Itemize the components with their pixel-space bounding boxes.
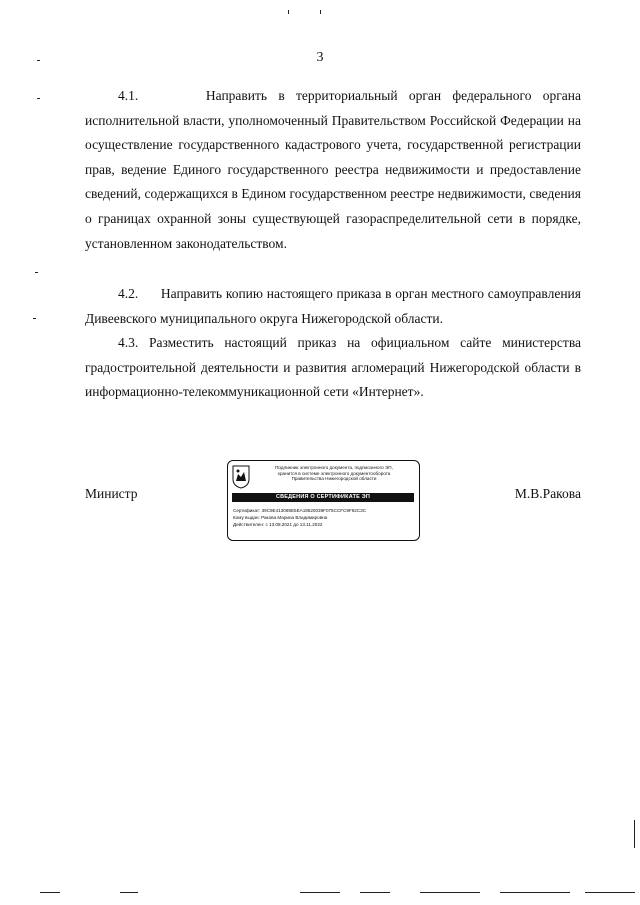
scan-edge xyxy=(585,892,635,893)
signatory-position: Министр xyxy=(85,486,138,501)
stamp-header-line: хранится в системе электронного документооборота xyxy=(277,470,391,476)
signatory-name: М.В.Ракова xyxy=(514,486,581,501)
scan-edge xyxy=(300,892,340,893)
paragraph-text: Направить копию настоящего приказа в орган местного самоуправления Дивеевского муниципального округа Нижегородской области. xyxy=(85,286,581,326)
scan-mark xyxy=(33,318,36,319)
scan-mark xyxy=(35,272,38,273)
scan-mark xyxy=(288,10,289,14)
stamp-header xyxy=(254,465,414,482)
paragraph-number: 4.1. xyxy=(118,88,139,103)
certificate-value: 39C9E413089E5EA18520039F075CCFC9F92C3C xyxy=(261,508,367,513)
paragraph-text: Разместить настоящий приказ на официальном сайте министерства градостроительной деятельности и развития агломераций Нижегородской области в информационно-телекоммуникационной сети «Интернет». xyxy=(85,335,582,400)
paragraph-4-1 xyxy=(85,84,581,256)
scan-mark xyxy=(634,820,635,848)
certificate-line xyxy=(233,507,415,514)
issued-to-value: Ракова Марина Владимировна xyxy=(261,515,328,520)
scan-mark xyxy=(37,98,40,99)
validity-value: с 13.08.2021 до 13.11.2022 xyxy=(265,522,323,527)
scan-mark xyxy=(37,60,40,61)
validity-line xyxy=(233,521,415,528)
scan-edge xyxy=(500,892,570,893)
electronic-signature-stamp xyxy=(227,460,420,541)
scan-mark xyxy=(320,10,321,14)
paragraph-number: 4.3. xyxy=(118,335,139,350)
certificate-label: Сертификат: xyxy=(233,508,261,513)
paragraph-4-3 xyxy=(85,331,581,405)
scan-edge xyxy=(120,892,138,893)
stamp-header-line: Правительства Нижегородской области xyxy=(291,476,377,482)
validity-label: Действителен: xyxy=(233,522,265,527)
paragraph-text: Направить в территориальный орган федерального органа исполнительной власти, уполномоченный Правительством Российской Федерации на осуществление государственного кадастрового учета, государственной регистрации прав, ведение Единого государственного реестра недвижимости и предоставление сведений, содержащихся в Едином государственном реестре недвижимости, сведения о границах охранной зоны существующей газораспределительной сети в порядке, установленном законодательством. xyxy=(85,88,582,251)
issued-to-label: Кому выдан: xyxy=(233,515,260,520)
stamp-details xyxy=(233,507,415,528)
issued-to-line xyxy=(233,514,415,521)
scan-edge xyxy=(360,892,390,893)
paragraph-4-2 xyxy=(85,282,581,331)
stamp-title-bar: СВЕДЕНИЯ О СЕРТИФИКАТЕ ЭП xyxy=(232,493,414,502)
scan-edge xyxy=(40,892,60,893)
paragraph-number: 4.2. xyxy=(118,286,139,301)
page-number: 3 xyxy=(316,50,324,65)
scan-edge xyxy=(420,892,480,893)
coat-of-arms-icon xyxy=(232,465,250,489)
stamp-header-line: Подлинник электронного документа, подписанного ЭП, xyxy=(275,465,393,470)
